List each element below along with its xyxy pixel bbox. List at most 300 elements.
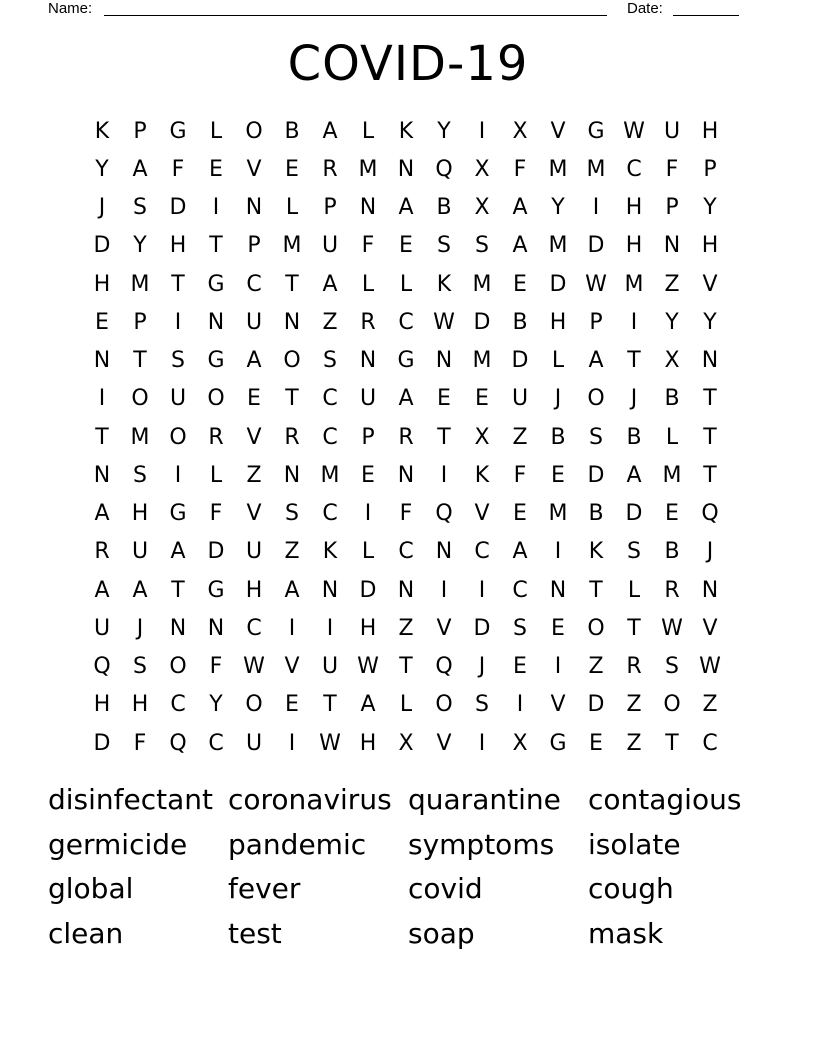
grid-letter: U <box>321 233 339 259</box>
grid-letter: G <box>207 577 225 603</box>
grid-letter: E <box>513 654 527 680</box>
grid-letter: N <box>169 615 187 641</box>
grid-letter: A <box>284 577 300 603</box>
grid-letter: X <box>474 195 490 221</box>
grid-letter: I <box>630 309 638 335</box>
grid-letter: S <box>437 233 451 259</box>
grid-letter: X <box>512 730 528 756</box>
grid-letter: A <box>512 195 528 221</box>
grid-letter: F <box>361 233 375 259</box>
grid-letter: Y <box>95 156 109 182</box>
grid-letter: S <box>171 348 185 374</box>
grid-letter: Z <box>702 692 718 718</box>
worksheet-header <box>0 0 816 22</box>
grid-letter: B <box>626 424 642 450</box>
grid-letter: O <box>245 692 263 718</box>
grid-letter: C <box>398 539 414 565</box>
grid-letter: A <box>322 271 338 297</box>
grid-letter: H <box>625 233 643 259</box>
grid-letter: K <box>398 118 414 144</box>
grid-letter: I <box>288 730 296 756</box>
grid-letter: C <box>398 309 414 335</box>
word-bank-item: disinfectant <box>48 783 214 816</box>
grid-letter: X <box>398 730 414 756</box>
grid-letter: P <box>247 233 261 259</box>
grid-letter: W <box>357 654 379 680</box>
grid-letter: P <box>665 195 679 221</box>
grid-letter: I <box>174 462 182 488</box>
grid-letter: E <box>551 615 565 641</box>
grid-letter: T <box>665 730 679 756</box>
grid-letter: B <box>436 195 452 221</box>
grid-letter: G <box>169 501 187 527</box>
grid-letter: N <box>207 309 225 335</box>
grid-letter: P <box>703 156 717 182</box>
grid-letter: H <box>549 309 567 335</box>
grid-letter: H <box>169 233 187 259</box>
grid-letter: V <box>436 730 452 756</box>
grid-letter: H <box>131 501 149 527</box>
grid-letter: L <box>399 692 413 718</box>
grid-letter: D <box>93 730 111 756</box>
word-bank <box>48 778 788 956</box>
grid-letter: O <box>435 692 453 718</box>
page-title: COVID-19 <box>287 36 529 92</box>
grid-letter: T <box>171 271 185 297</box>
grid-letter: J <box>478 654 486 680</box>
grid-letter: D <box>473 615 491 641</box>
grid-letter: J <box>630 386 638 412</box>
grid-letter: L <box>399 271 413 297</box>
grid-letter: T <box>95 424 109 450</box>
grid-letter: T <box>171 577 185 603</box>
grid-letter: C <box>322 424 338 450</box>
word-bank-item: clean <box>48 916 124 950</box>
grid-letter: X <box>664 348 680 374</box>
grid-letter: M <box>282 233 302 259</box>
grid-letter: Q <box>435 156 453 182</box>
grid-letter: G <box>169 118 187 144</box>
grid-letter: U <box>93 615 111 641</box>
grid-letter: R <box>398 424 414 450</box>
grid-letter: I <box>326 615 334 641</box>
grid-letter: H <box>245 577 263 603</box>
grid-letter: T <box>285 386 299 412</box>
grid-letter: N <box>701 348 719 374</box>
grid-letter: K <box>588 539 604 565</box>
grid-letter: C <box>626 156 642 182</box>
grid-letter: B <box>664 539 680 565</box>
grid-letter: V <box>550 692 566 718</box>
grid-letter: B <box>550 424 566 450</box>
grid-letter: R <box>322 156 338 182</box>
grid-letter: F <box>513 462 527 488</box>
grid-letter: C <box>208 730 224 756</box>
grid-letter: L <box>361 539 375 565</box>
grid-letter: I <box>440 577 448 603</box>
grid-letter: K <box>474 462 490 488</box>
grid-letter: O <box>169 654 187 680</box>
grid-letter: Q <box>93 654 111 680</box>
grid-letter: S <box>665 654 679 680</box>
grid-letter: P <box>323 195 337 221</box>
word-bank-item: pandemic <box>228 827 367 861</box>
grid-letter: F <box>171 156 185 182</box>
grid-letter: I <box>212 195 220 221</box>
grid-letter: D <box>587 233 605 259</box>
grid-letter: G <box>207 271 225 297</box>
grid-letter: A <box>626 462 642 488</box>
grid-letter: R <box>208 424 224 450</box>
grid-letter: E <box>513 271 527 297</box>
grid-letter: Y <box>437 118 451 144</box>
grid-letter: C <box>702 730 718 756</box>
grid-letter: E <box>513 501 527 527</box>
grid-letter: V <box>474 501 490 527</box>
grid-letter: X <box>474 156 490 182</box>
grid-letter: C <box>246 615 262 641</box>
grid-letter: Q <box>435 501 453 527</box>
grid-letter: Y <box>209 692 223 718</box>
grid-letter: H <box>701 233 719 259</box>
grid-letter: L <box>361 118 375 144</box>
grid-letter: W <box>319 730 341 756</box>
grid-letter: T <box>399 654 413 680</box>
grid-letter: Z <box>512 424 528 450</box>
grid-letter: E <box>551 462 565 488</box>
grid-letter: I <box>592 195 600 221</box>
grid-letter: U <box>321 654 339 680</box>
grid-letter: C <box>246 271 262 297</box>
grid-letter: S <box>475 233 489 259</box>
grid-letter: M <box>548 233 568 259</box>
grid-letter: A <box>94 577 110 603</box>
grid-letter: N <box>283 309 301 335</box>
grid-letter: D <box>587 462 605 488</box>
grid-letter: K <box>322 539 338 565</box>
grid-letter: L <box>285 195 299 221</box>
word-bank-item: isolate <box>588 827 681 861</box>
grid-letter: A <box>132 577 148 603</box>
grid-letter: O <box>587 386 605 412</box>
grid-letter: A <box>94 501 110 527</box>
grid-letter: A <box>512 539 528 565</box>
grid-letter: E <box>475 386 489 412</box>
grid-letter: O <box>663 692 681 718</box>
grid-letter: S <box>475 692 489 718</box>
grid-letter: A <box>398 386 414 412</box>
grid-letter: H <box>93 271 111 297</box>
grid-letter: V <box>702 271 718 297</box>
grid-letter: O <box>207 386 225 412</box>
grid-letter: I <box>288 615 296 641</box>
grid-letter: H <box>701 118 719 144</box>
grid-letter: E <box>285 156 299 182</box>
name-blank-line[interactable] <box>104 15 607 16</box>
grid-letter: S <box>627 539 641 565</box>
grid-letter: F <box>133 730 147 756</box>
grid-letter: B <box>664 386 680 412</box>
grid-letter: N <box>397 577 415 603</box>
grid-letter: T <box>323 692 337 718</box>
grid-letter: N <box>359 348 377 374</box>
grid-letter: F <box>209 501 223 527</box>
grid-letter: D <box>625 501 643 527</box>
grid-letter: A <box>360 692 376 718</box>
grid-letter: N <box>93 348 111 374</box>
grid-letter: Q <box>701 501 719 527</box>
grid-letter: D <box>511 348 529 374</box>
grid-letter: E <box>95 309 109 335</box>
grid-letter: V <box>550 118 566 144</box>
grid-letter: Q <box>169 730 187 756</box>
grid-letter: G <box>549 730 567 756</box>
grid-letter: I <box>174 309 182 335</box>
grid-letter: C <box>322 386 338 412</box>
grid-letter: W <box>585 271 607 297</box>
grid-letter: H <box>131 692 149 718</box>
grid-letter: I <box>478 730 486 756</box>
grid-letter: F <box>513 156 527 182</box>
grid-letter: M <box>472 271 492 297</box>
grid-letter: E <box>285 692 299 718</box>
grid-letter: I <box>478 577 486 603</box>
grid-letter: F <box>399 501 413 527</box>
grid-letter: V <box>702 615 718 641</box>
grid-letter: K <box>436 271 452 297</box>
grid-letter: N <box>435 348 453 374</box>
grid-letter: J <box>706 539 714 565</box>
word-search-grid <box>83 112 729 762</box>
grid-letter: G <box>207 348 225 374</box>
grid-letter: E <box>209 156 223 182</box>
grid-letter: P <box>589 309 603 335</box>
grid-letter: S <box>133 462 147 488</box>
grid-letter: S <box>133 195 147 221</box>
grid-letter: U <box>245 730 263 756</box>
grid-letter: E <box>589 730 603 756</box>
grid-letter: U <box>663 118 681 144</box>
grid-letter: U <box>131 539 149 565</box>
grid-letter: M <box>662 462 682 488</box>
grid-letter: I <box>478 118 486 144</box>
grid-letter: W <box>433 309 455 335</box>
grid-letter: T <box>589 577 603 603</box>
grid-letter: D <box>169 195 187 221</box>
grid-letter: A <box>132 156 148 182</box>
grid-letter: N <box>283 462 301 488</box>
grid-letter: Y <box>703 195 717 221</box>
date-label: Date: <box>627 0 663 17</box>
grid-letter: I <box>516 692 524 718</box>
grid-letter: W <box>699 654 721 680</box>
grid-letter: E <box>399 233 413 259</box>
grid-letter: S <box>285 501 299 527</box>
name-label: Name: <box>48 0 93 17</box>
grid-letter: M <box>358 156 378 182</box>
grid-letter: A <box>512 233 528 259</box>
grid-letter: D <box>207 539 225 565</box>
grid-letter: J <box>98 195 106 221</box>
grid-letter: E <box>665 501 679 527</box>
grid-letter: M <box>130 424 150 450</box>
grid-letter: J <box>136 615 144 641</box>
grid-letter: T <box>627 348 641 374</box>
grid-letter: N <box>245 195 263 221</box>
grid-letter: L <box>209 462 223 488</box>
grid-letter: O <box>131 386 149 412</box>
grid-letter: T <box>703 386 717 412</box>
word-bank-item: germicide <box>48 827 188 861</box>
grid-letter: Y <box>703 309 717 335</box>
grid-letter: M <box>624 271 644 297</box>
grid-letter: D <box>473 309 491 335</box>
grid-letter: O <box>169 424 187 450</box>
grid-letter: I <box>554 539 562 565</box>
grid-letter: N <box>549 577 567 603</box>
grid-letter: N <box>397 462 415 488</box>
grid-letter: V <box>246 424 262 450</box>
grid-letter: V <box>246 156 262 182</box>
grid-letter: Z <box>626 692 642 718</box>
grid-letter: M <box>320 462 340 488</box>
grid-letter: D <box>549 271 567 297</box>
grid-letter: Y <box>665 309 679 335</box>
grid-letter: F <box>209 654 223 680</box>
grid-letter: U <box>359 386 377 412</box>
word-bank-item: coronavirus <box>228 783 392 816</box>
grid-letter: J <box>554 386 562 412</box>
grid-letter: M <box>130 271 150 297</box>
grid-letter: M <box>548 156 568 182</box>
grid-letter: A <box>398 195 414 221</box>
word-bank-item: fever <box>228 872 301 906</box>
grid-letter: R <box>360 309 376 335</box>
grid-letter: H <box>359 615 377 641</box>
word-bank-item: test <box>228 916 282 950</box>
grid-letter: T <box>437 424 451 450</box>
grid-letter: Y <box>551 195 565 221</box>
grid-letter: T <box>627 615 641 641</box>
grid-letter: G <box>587 118 605 144</box>
grid-letter: I <box>554 654 562 680</box>
grid-letter: Z <box>588 654 604 680</box>
grid-letter: N <box>435 539 453 565</box>
word-bank-item: symptoms <box>408 827 555 861</box>
grid-letter: Y <box>133 233 147 259</box>
grid-letter: Q <box>435 654 453 680</box>
grid-letter: N <box>321 577 339 603</box>
grid-letter: L <box>361 271 375 297</box>
grid-letter: T <box>133 348 147 374</box>
grid-letter: L <box>627 577 641 603</box>
grid-letter: Z <box>322 309 338 335</box>
grid-letter: S <box>589 424 603 450</box>
grid-letter: X <box>474 424 490 450</box>
grid-letter: N <box>359 195 377 221</box>
grid-letter: R <box>94 539 110 565</box>
grid-letter: R <box>664 577 680 603</box>
date-blank-line[interactable] <box>673 15 739 16</box>
grid-letter: T <box>703 462 717 488</box>
grid-letter: C <box>474 539 490 565</box>
grid-letter: A <box>170 539 186 565</box>
grid-letter: D <box>359 577 377 603</box>
grid-letter: M <box>472 348 492 374</box>
word-bank-item: cough <box>588 872 674 906</box>
grid-letter: A <box>322 118 338 144</box>
grid-letter: S <box>133 654 147 680</box>
grid-letter: P <box>133 309 147 335</box>
grid-letter: R <box>626 654 642 680</box>
word-bank-item: covid <box>408 872 483 906</box>
grid-letter: T <box>285 271 299 297</box>
word-bank-item: global <box>48 872 134 906</box>
grid-letter: N <box>207 615 225 641</box>
grid-letter: O <box>245 118 263 144</box>
grid-letter: W <box>661 615 683 641</box>
grid-letter: P <box>133 118 147 144</box>
grid-letter: Z <box>398 615 414 641</box>
grid-letter: A <box>246 348 262 374</box>
grid-letter: W <box>243 654 265 680</box>
grid-letter: Z <box>664 271 680 297</box>
word-bank-item: contagious <box>588 783 742 816</box>
grid-letter: O <box>283 348 301 374</box>
grid-letter: N <box>93 462 111 488</box>
grid-letter: V <box>436 615 452 641</box>
grid-letter: E <box>361 462 375 488</box>
grid-letter: U <box>169 386 187 412</box>
grid-letter: U <box>511 386 529 412</box>
grid-letter: O <box>587 615 605 641</box>
grid-letter: T <box>703 424 717 450</box>
word-bank-item: mask <box>588 916 664 950</box>
grid-letter: N <box>701 577 719 603</box>
grid-letter: F <box>665 156 679 182</box>
grid-letter: L <box>551 348 565 374</box>
grid-letter: I <box>364 501 372 527</box>
grid-letter: E <box>247 386 261 412</box>
grid-letter: U <box>245 309 263 335</box>
grid-letter: B <box>512 309 528 335</box>
grid-letter: D <box>93 233 111 259</box>
grid-letter: S <box>323 348 337 374</box>
grid-letter: D <box>587 692 605 718</box>
grid-letter: M <box>548 501 568 527</box>
grid-letter: X <box>512 118 528 144</box>
grid-letter: U <box>245 539 263 565</box>
grid-letter: N <box>663 233 681 259</box>
grid-letter: C <box>170 692 186 718</box>
grid-letter: I <box>98 386 106 412</box>
grid-letter: V <box>284 654 300 680</box>
grid-letter: B <box>588 501 604 527</box>
word-bank-item: soap <box>408 916 475 950</box>
grid-letter: H <box>359 730 377 756</box>
grid-letter: Z <box>626 730 642 756</box>
grid-letter: C <box>512 577 528 603</box>
grid-letter: L <box>209 118 223 144</box>
grid-letter: B <box>284 118 300 144</box>
grid-letter: K <box>94 118 110 144</box>
grid-letter: S <box>513 615 527 641</box>
grid-letter: N <box>397 156 415 182</box>
grid-letter: E <box>437 386 451 412</box>
word-bank-item: quarantine <box>408 783 561 816</box>
grid-letter: H <box>93 692 111 718</box>
grid-letter: Z <box>284 539 300 565</box>
